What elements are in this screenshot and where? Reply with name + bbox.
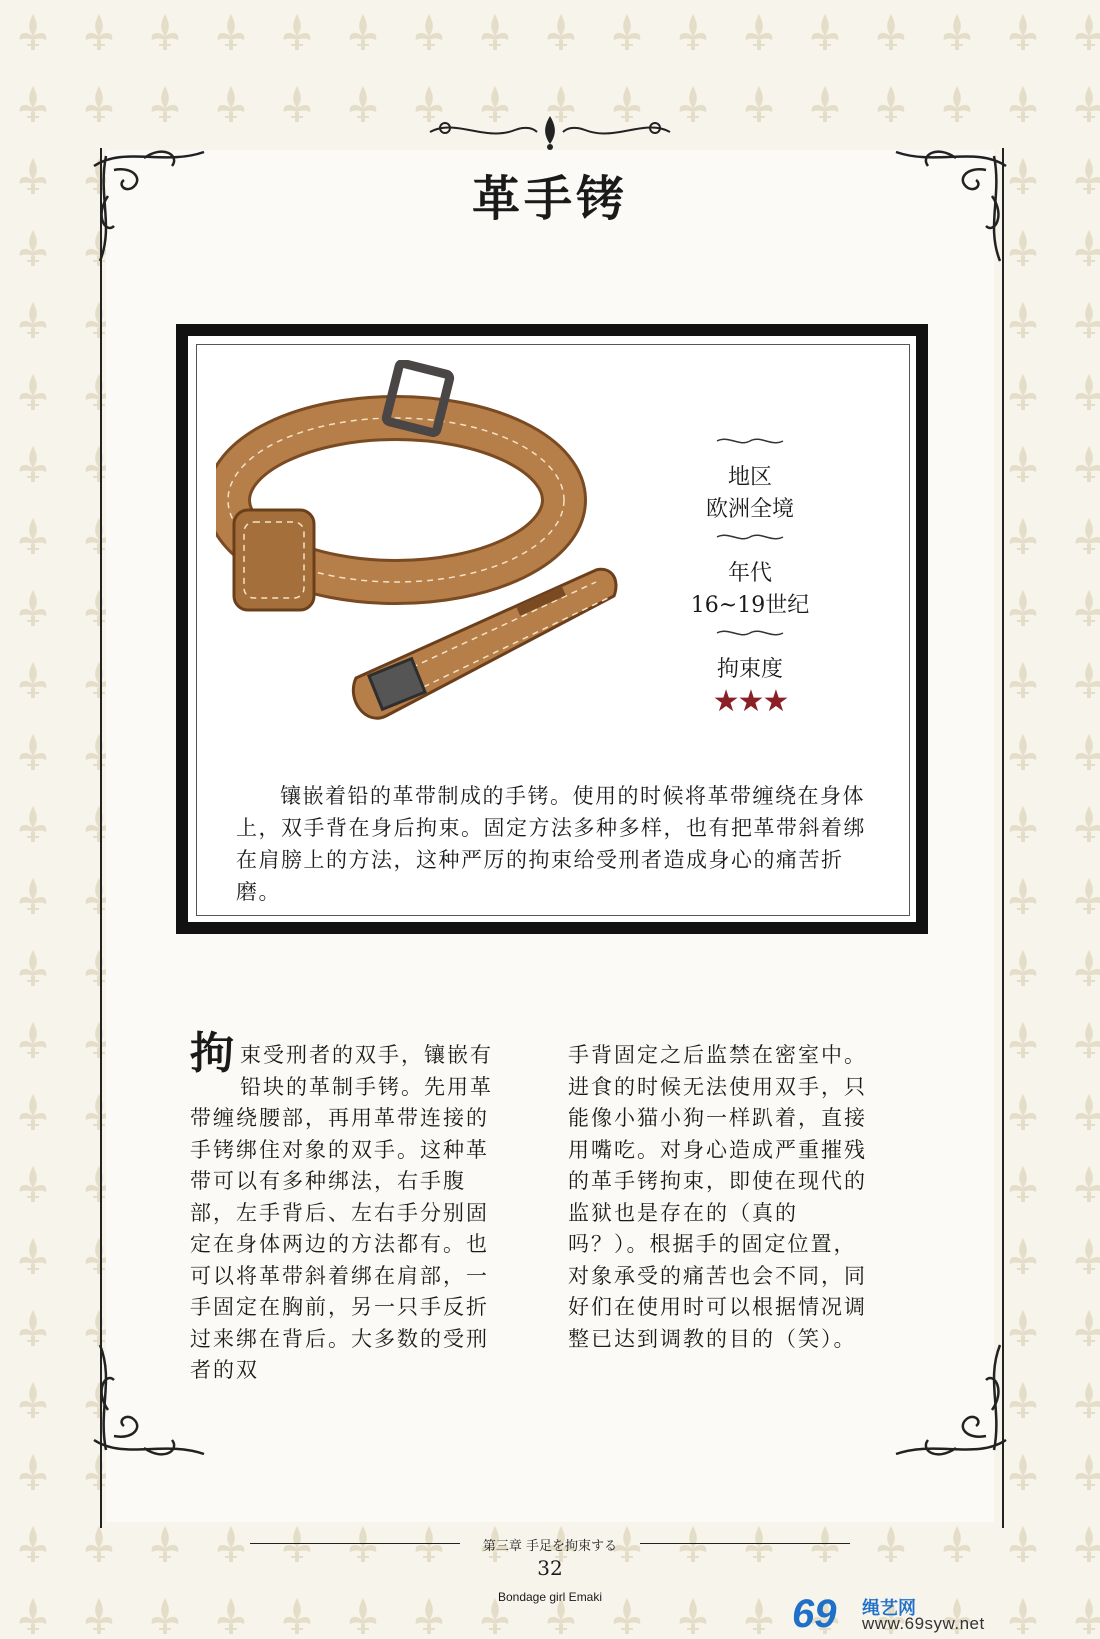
- body-column-left: [190, 1028, 500, 1387]
- body-left-text: 束受刑者的双手，镶嵌有铅块的革制手铐。先用革带缠绕腰部，再用革带连接的手铐绑住对象的双手。这种革带可以有多种绑法，右手腹部，左手背后、左右手分别固定在身体两边的方法都有。也可以将革带斜着绑在肩部，一手固定在胸前，另一只手反折过来绑在背后。大多数的受刑者的双: [190, 1043, 493, 1382]
- info-divider-ornament: [715, 626, 785, 640]
- info-divider-ornament: [715, 530, 785, 544]
- watermark-number: 69: [792, 1592, 837, 1636]
- drop-cap: 拘: [190, 1028, 236, 1079]
- watermark: [792, 1592, 1092, 1636]
- body-column-right: 手背固定之后监禁在密室中。进食的时候无法使用双手，只能像小猫小狗一样趴着，直接用嘴吃。对身心造成严重摧残的革手铐拘束，即使在现代的监狱也是存在的（真的吗？）。根据手的固定位置，对象承受的痛苦也会不同，同好们在使用时可以根据情况调整已达到调教的目的（笑）。: [568, 1043, 867, 1351]
- info-divider-ornament: [715, 434, 785, 448]
- watermark-url: www.69syw.net: [862, 1614, 985, 1633]
- restraint-label: 拘束度: [716, 657, 783, 682]
- era-value: 16~19世纪: [690, 593, 810, 618]
- restraint-stars-icon: ★★★: [712, 684, 788, 719]
- card-description: 镶嵌着铅的革带制成的手铐。使用的时候将革带缠绕在身体上，双手背在身后拘束。固定方法多种多样，也有把革带斜着绑在肩膀上的方法，这种严厉的拘束给受刑者造成身心的痛苦折磨。: [236, 784, 866, 904]
- page-title: 革手铐: [471, 171, 628, 227]
- region-value: 欧洲全境: [705, 497, 794, 522]
- corner-ornament-bottom-right: [886, 1340, 1016, 1470]
- watermark-name: 绳艺网: [862, 1598, 916, 1618]
- page-number: 32: [537, 1556, 563, 1580]
- chapter-title: 第三章 手足を拘束する: [482, 1539, 618, 1554]
- region-label: 地区: [727, 465, 772, 490]
- info-panel: [670, 430, 830, 718]
- era-label: 年代: [727, 561, 772, 586]
- leather-cuff-illustration: [216, 360, 666, 760]
- book-title: Bondage girl Emaki: [497, 1590, 603, 1604]
- top-flourish-ornament: [425, 112, 675, 152]
